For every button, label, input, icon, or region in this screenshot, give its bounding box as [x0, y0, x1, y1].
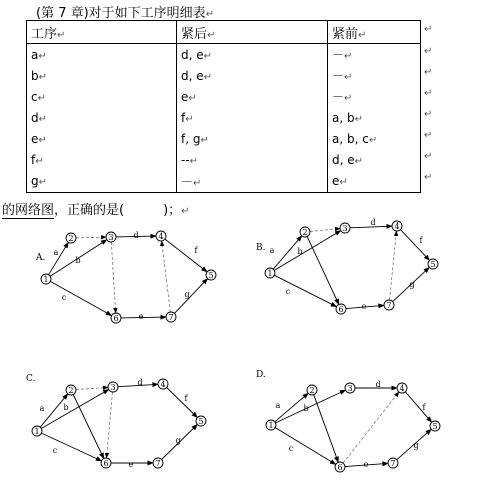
event-node-number: 4 — [399, 384, 405, 393]
activity-arrow — [49, 242, 69, 274]
event-node-number: 7 — [386, 301, 392, 310]
activity-label: b — [297, 247, 303, 256]
option-label: A. — [36, 253, 46, 263]
activity-label: f — [422, 403, 426, 412]
activity-arrow — [165, 239, 207, 272]
activity-label: d — [133, 231, 139, 240]
dummy-activity-arrow — [76, 387, 108, 389]
event-node-number: 4 — [158, 232, 164, 241]
activity-label: a — [269, 246, 275, 255]
row-end-mark: ↵ — [424, 24, 433, 35]
activity-label: d — [375, 380, 381, 389]
event-node-number: 4 — [394, 222, 400, 231]
event-node-number: 4 — [160, 380, 166, 389]
event-node-number: 2 — [68, 234, 74, 243]
activity-label: e — [363, 460, 369, 469]
page-title: (第 7 章)对于如下工序明细表↵ — [36, 6, 215, 21]
event-node-number: 1 — [268, 421, 274, 430]
dummy-activity-arrow — [111, 242, 115, 313]
event-node-number: 1 — [267, 269, 273, 278]
activity-label: c — [52, 446, 58, 455]
activity-label: b — [75, 256, 81, 265]
activity-label: g — [175, 436, 181, 445]
activity-label: e — [138, 312, 144, 321]
activity-label: g — [413, 441, 419, 450]
activity-arrow — [41, 390, 108, 429]
dummy-activity-arrow — [162, 241, 171, 312]
process-cell: a↵ — [27, 44, 177, 66]
activity-label: g — [184, 290, 190, 299]
predecessors-cell: a, b, c↵ — [328, 129, 421, 150]
activity-arrow — [174, 279, 207, 314]
network-graph-option — [256, 370, 440, 472]
predecessors-cell: e↵ — [328, 171, 421, 193]
activity-label: f — [419, 236, 423, 245]
activity-label: e — [361, 302, 367, 311]
activity-label: f — [194, 246, 198, 255]
successors-cell: --↵ — [177, 150, 328, 171]
event-node-number: 1 — [34, 427, 40, 436]
successors-cell: －↵ — [177, 171, 328, 193]
network-graph-option — [256, 218, 438, 314]
activity-label: a — [39, 404, 45, 413]
row-end-mark: ↵ — [424, 151, 433, 162]
predecessors-cell: d, e↵ — [328, 150, 421, 171]
header-process: 工序↵ — [27, 21, 177, 44]
process-cell: f↵ — [27, 150, 177, 171]
activity-label: b — [303, 404, 309, 413]
event-node-number: 3 — [347, 384, 353, 393]
activity-arrow — [405, 392, 431, 422]
event-node-number: 6 — [113, 314, 119, 323]
dummy-activity-arrow — [310, 229, 340, 232]
event-node-number: 5 — [432, 422, 438, 431]
activity-label: f — [184, 394, 188, 403]
event-node-number: 5 — [430, 260, 436, 269]
event-node-number: 7 — [155, 459, 161, 468]
successors-cell: e↵ — [177, 86, 328, 107]
network-graph-option — [26, 374, 206, 469]
activity-label: c — [288, 444, 294, 453]
process-cell: d↵ — [27, 107, 177, 128]
activity-label: c — [285, 287, 291, 296]
option-label: B. — [256, 243, 266, 253]
event-node-number: 3 — [110, 383, 116, 392]
event-node-number: 1 — [43, 275, 49, 284]
predecessors-cell: －↵ — [328, 44, 421, 66]
header-predecessors: 紧前↵ — [328, 21, 421, 44]
activity-label: g — [409, 280, 415, 289]
predecessors-cell: a, b↵ — [328, 107, 421, 128]
activity-arrow — [42, 433, 102, 461]
activity-arrow — [50, 281, 111, 315]
option-label: C. — [26, 374, 36, 384]
dummy-activity-arrow — [107, 392, 113, 458]
process-cell: e↵ — [27, 129, 177, 150]
header-successors: 紧后↵ — [177, 21, 328, 44]
process-cell: g↵ — [27, 171, 177, 193]
event-node-number: 3 — [108, 233, 114, 242]
activity-label: b — [63, 403, 69, 412]
event-node-number: 2 — [302, 228, 308, 237]
activity-arrow — [167, 388, 198, 418]
dummy-activity-arrow — [390, 231, 397, 300]
activity-label: c — [61, 293, 67, 302]
network-graph-option — [35, 231, 216, 323]
activity-arrow — [400, 230, 429, 261]
successors-cell: f↵ — [177, 107, 328, 128]
row-end-mark: ↵ — [424, 130, 433, 141]
successors-cell: d, e↵ — [177, 65, 328, 86]
activity-label: d — [370, 218, 376, 227]
row-end-mark: ↵ — [424, 67, 433, 78]
row-end-mark: ↵ — [424, 172, 433, 183]
event-node-number: 6 — [338, 305, 344, 314]
activity-arrow — [73, 395, 104, 459]
event-node-number: 6 — [337, 463, 343, 472]
event-node-number: 5 — [208, 271, 214, 280]
event-node-number: 6 — [103, 459, 109, 468]
activity-arrow — [314, 395, 339, 463]
row-end-mark: ↵ — [424, 109, 433, 120]
event-node-number: 2 — [309, 386, 315, 395]
successors-cell: d, e↵ — [177, 44, 328, 66]
event-node-number: 3 — [342, 224, 348, 233]
activity-label: e — [128, 460, 134, 469]
question-text: 的网络图，正确的是( )；↵ — [2, 203, 190, 218]
activity-arrow — [121, 317, 166, 318]
event-node-number: 2 — [68, 386, 74, 395]
predecessors-cell: －↵ — [328, 65, 421, 86]
activity-label: a — [275, 401, 281, 410]
dummy-activity-arrow — [76, 237, 106, 238]
event-node-number: 5 — [198, 417, 204, 426]
process-cell: c↵ — [27, 86, 177, 107]
process-cell: b↵ — [27, 65, 177, 86]
event-node-number: 7 — [390, 459, 396, 468]
activity-arrow — [275, 428, 335, 465]
successors-cell: f, g↵ — [177, 129, 328, 150]
activity-label: d — [137, 378, 143, 387]
row-end-mark: ↵ — [424, 46, 433, 57]
predecessors-cell: －↵ — [328, 86, 421, 107]
option-label: D. — [256, 370, 266, 380]
row-end-mark: ↵ — [424, 88, 433, 99]
activity-label: a — [53, 248, 59, 257]
dummy-activity-arrow — [343, 392, 399, 463]
event-node-number: 7 — [168, 313, 174, 322]
